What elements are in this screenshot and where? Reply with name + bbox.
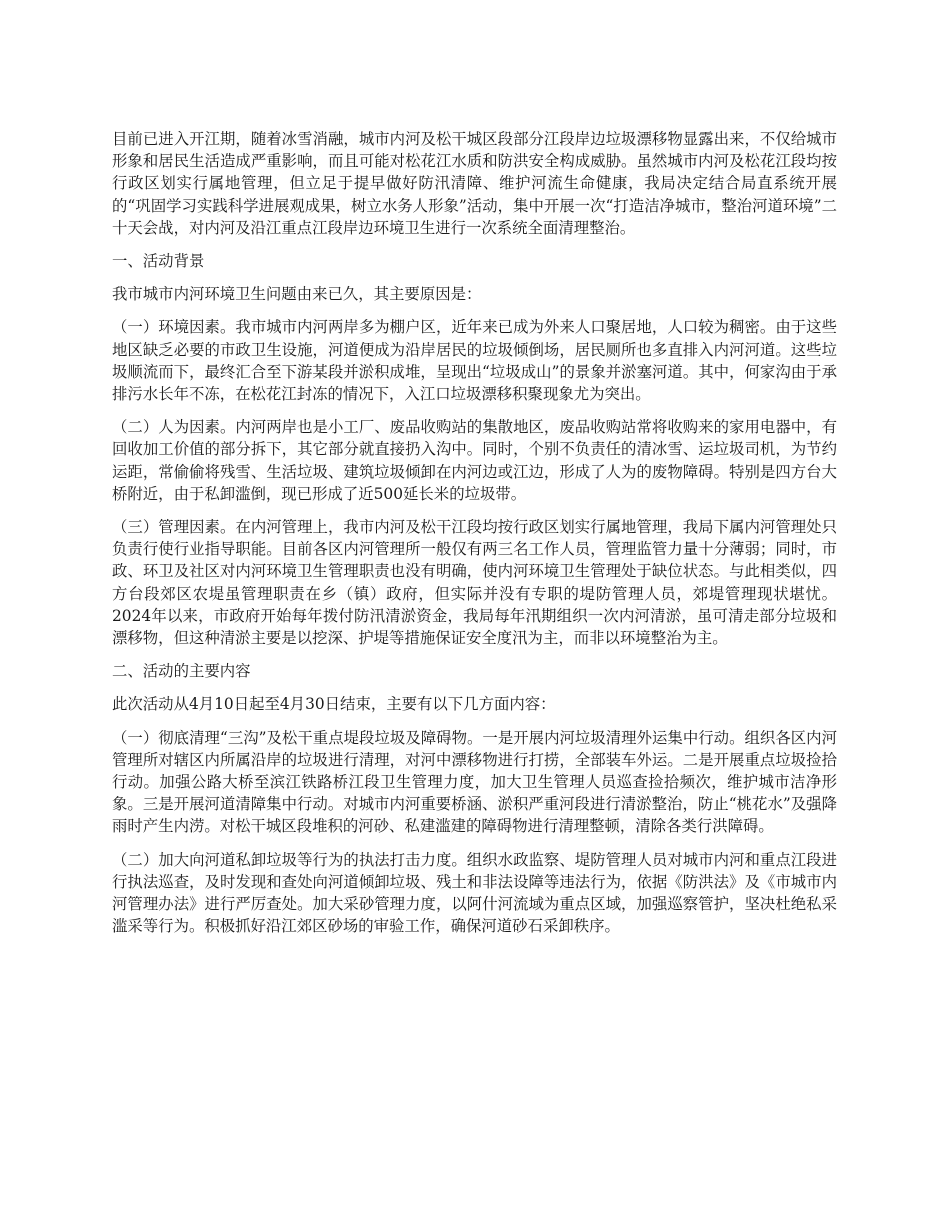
section-heading-background: 一、活动背景 <box>112 252 205 271</box>
section2-item-cleanup: （一）彻底清理“三沟”及松干重点堤段垃圾及障碍物。一是开展内河垃圾清理外运集中行动。组织各区内河管理所对辖区内所属沿岸的垃圾进行清理，对河中漂移物进行打捞，全部装车外运。二是开展重点垃圾捡拾行动。加强公路大桥至滨江铁路桥江段卫生管理力度，加大卫生管理人员巡查捡拾频次，维护城市洁净形象。三是开展河道清障集中行动。对城市内河重要桥涵、淤积严重河段进行清淤整治，防止“桃花水”及强降雨时产生内涝。对松干城区段堆积的河砂、私建滥建的障碍物进行清理整顿，清除各类行洪障碍。 <box>112 728 837 836</box>
section-heading-main-content: 二、活动的主要内容 <box>112 662 251 681</box>
section2-item-enforcement: （二）加大向河道私卸垃圾等行为的执法打击力度。组织水政监察、堤防管理人员对城市内河和重点江段进行执法巡查，及时发现和查处向河道倾卸垃圾、残土和非法设障等违法行为，依据《防洪法》及《市城市内河管理办法》进行严厉查处。加大采砂管理力度，以阿什河流域为重点区域，加强巡察管护，坚决杜绝私采滥采等行为。积极抓好沿江郊区砂场的审验工作，确保河道砂石采卸秩序。 <box>112 850 837 936</box>
section1-item-environment: （一）环境因素。我市城市内河两岸多为棚户区，近年来已成为外来人口聚居地，人口较为稠密。由于这些地区缺乏必要的市政卫生设施，河道便成为沿岸居民的垃圾倾倒场，居民厕所也多直排入内河河道。这些垃圾顺流而下，最终汇合至下游某段并淤积成堆，呈现出“垃圾成山”的景象并淤塞河道。其中，何家沟由于承排污水长年不冻，在松花江封冻的情况下，入江口垃圾漂移积聚现象尤为突出。 <box>112 318 837 404</box>
section1-item-human: （二）人为因素。内河两岸也是小工厂、废品收购站的集散地区，废品收购站常将收购来的家用电器中，有回收加工价值的部分拆下，其它部分就直接扔入沟中。同时，个别不负责任的清冰雪、运垃圾司机，为节约运距，常偷偷将残雪、生活垃圾、建筑垃圾倾卸在内河边或江边，形成了人为的废物障碍。特别是四方台大桥附近，由于私卸滥倒，现已形成了近500延长米的垃圾带。 <box>112 418 837 503</box>
section1-lead-paragraph: 我市城市内河环境卫生问题由来已久，其主要原因是： <box>112 285 482 304</box>
document-body <box>112 128 837 949</box>
section1-item-management: （三）管理因素。在内河管理上，我市内河及松干江段均按行政区划实行属地管理，我局下属内河管理处只负责行使行业指导职能。目前各区内河管理所一般仅有两三名工作人员，管理监管力量十分薄弱；同时，市政、环卫及社区对内河环境卫生管理职责也没有明确，使内河环境卫生管理处于缺位状态。与此相类似，四方台段郊区农堤虽管理职责在乡（镇）政府，但实际并没有专职的堤防管理人员，郊堤管理现状堪忧。2024年以来，市政府开始每年拨付防汛清淤资金，我局每年汛期组织一次内河清淤，虽可清走部分垃圾和漂移物，但这种清淤主要是以挖深、护堤等措施保证安全度汛为主，而非以环境整治为主。 <box>112 518 837 648</box>
section2-lead-paragraph: 此次活动从4月10日起至4月30日结束，主要有以下几方面内容： <box>112 695 556 714</box>
intro-paragraph: 目前已进入开江期，随着冰雪消融，城市内河及松干城区段部分江段岸边垃圾漂移物显露出来，不仅给城市形象和居民生活造成严重影响，而且可能对松花江水质和防洪安全构成威胁。虽然城市内河及松花江段均按行政区划实行属地管理，但立足于提早做好防汛清障、维护河流生命健康，我局决定结合局直系统开展的“巩固学习实践科学进展观成果，树立水务人形象”活动，集中开展一次“打造洁净城市，整治河道环境”二十天会战，对内河及沿江重点江段岸边环境卫生进行一次系统全面清理整治。 <box>112 130 837 237</box>
